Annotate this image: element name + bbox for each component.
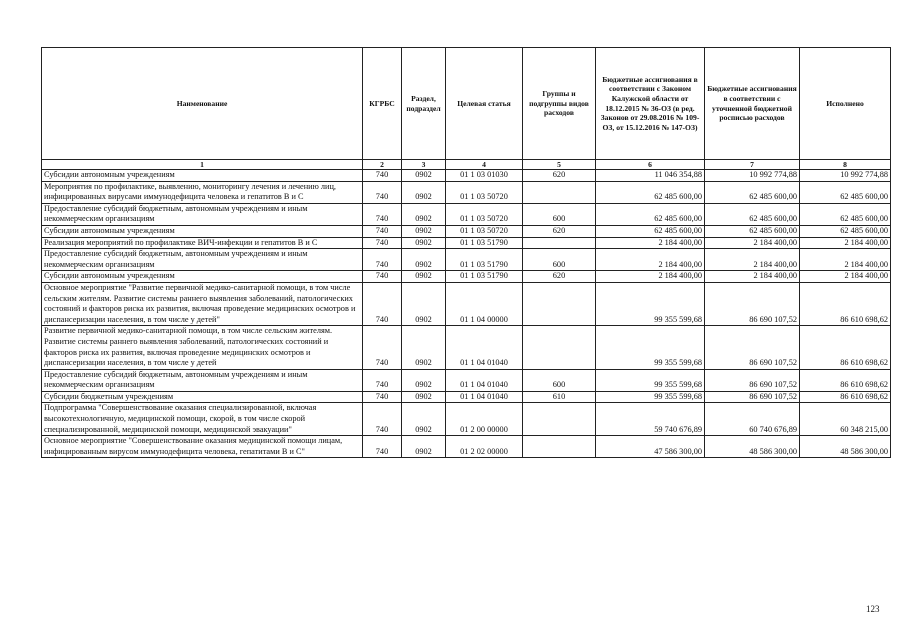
cell-section: 0902 (402, 326, 446, 369)
cell-refined-allocation: 2 184 400,00 (705, 271, 800, 283)
cell-expense-group: 620 (523, 170, 596, 182)
cell-law-allocation: 2 184 400,00 (596, 271, 705, 283)
column-number: 2 (363, 160, 402, 170)
page-number: 123 (866, 604, 880, 614)
header-section: Раздел, подраздел (402, 48, 446, 160)
cell-refined-allocation: 10 992 774,88 (705, 170, 800, 182)
cell-executed: 62 485 600,00 (800, 225, 891, 237)
cell-kgrbs: 740 (363, 403, 402, 436)
cell-law-allocation: 99 355 599,68 (596, 369, 705, 391)
cell-section: 0902 (402, 203, 446, 225)
cell-section: 0902 (402, 225, 446, 237)
cell-executed: 86 610 698,62 (800, 391, 891, 403)
cell-executed: 62 485 600,00 (800, 181, 891, 203)
cell-name: Реализация мероприятий по профилактике ВИЧ-инфекции и гепатитов В и С (42, 237, 363, 249)
cell-refined-allocation: 62 485 600,00 (705, 225, 800, 237)
cell-kgrbs: 740 (363, 369, 402, 391)
cell-expense-group (523, 436, 596, 458)
cell-executed: 2 184 400,00 (800, 249, 891, 271)
cell-law-allocation: 2 184 400,00 (596, 237, 705, 249)
cell-law-allocation: 99 355 599,68 (596, 326, 705, 369)
cell-refined-allocation: 86 690 107,52 (705, 369, 800, 391)
cell-name: Субсидии автономным учреждениям (42, 271, 363, 283)
cell-law-allocation: 62 485 600,00 (596, 181, 705, 203)
cell-name: Предоставление субсидий бюджетным, автономным учреждениям и иным некоммерческим организациям (42, 369, 363, 391)
cell-law-allocation: 59 740 676,89 (596, 403, 705, 436)
column-number: 6 (596, 160, 705, 170)
cell-target-item: 01 1 03 50720 (446, 203, 523, 225)
cell-law-allocation: 47 586 300,00 (596, 436, 705, 458)
cell-name: Основное мероприятие "Развитие первичной медико-санитарной помощи, в том числе сельским жителям. Развитие системы раннего выявления заболеваний, патологических состояний и факторов риска их развития, включая проведение медицинских осмотров и диспансеризации населения, в том числе у детей" (42, 282, 363, 325)
cell-law-allocation: 2 184 400,00 (596, 249, 705, 271)
cell-expense-group (523, 282, 596, 325)
cell-expense-group: 600 (523, 249, 596, 271)
header-expense-groups: Группы и подгруппы видов расходов (523, 48, 596, 160)
cell-name: Предоставление субсидий бюджетным, автономным учреждениям и иным некоммерческим организациям (42, 203, 363, 225)
header-executed: Исполнено (800, 48, 891, 160)
cell-expense-group (523, 326, 596, 369)
cell-kgrbs: 740 (363, 237, 402, 249)
cell-executed: 48 586 300,00 (800, 436, 891, 458)
cell-executed: 2 184 400,00 (800, 271, 891, 283)
table-body (42, 170, 891, 458)
cell-kgrbs: 740 (363, 391, 402, 403)
table-row (42, 391, 891, 403)
table-row (42, 403, 891, 436)
cell-target-item: 01 1 04 01040 (446, 326, 523, 369)
cell-kgrbs: 740 (363, 225, 402, 237)
cell-refined-allocation: 86 690 107,52 (705, 391, 800, 403)
cell-expense-group (523, 181, 596, 203)
cell-section: 0902 (402, 403, 446, 436)
table-row (42, 249, 891, 271)
cell-expense-group: 600 (523, 203, 596, 225)
cell-target-item: 01 2 02 00000 (446, 436, 523, 458)
cell-executed: 10 992 774,88 (800, 170, 891, 182)
cell-refined-allocation: 62 485 600,00 (705, 181, 800, 203)
cell-expense-group (523, 237, 596, 249)
cell-expense-group (523, 403, 596, 436)
cell-section: 0902 (402, 237, 446, 249)
cell-kgrbs: 740 (363, 436, 402, 458)
cell-target-item: 01 1 04 01040 (446, 369, 523, 391)
table-header-row (42, 48, 891, 160)
cell-refined-allocation: 60 740 676,89 (705, 403, 800, 436)
cell-section: 0902 (402, 271, 446, 283)
cell-target-item: 01 1 03 51790 (446, 237, 523, 249)
cell-executed: 86 610 698,62 (800, 369, 891, 391)
header-name: Наименование (42, 48, 363, 160)
cell-refined-allocation: 2 184 400,00 (705, 237, 800, 249)
header-target-item: Целевая статья (446, 48, 523, 160)
column-number: 1 (42, 160, 363, 170)
cell-section: 0902 (402, 436, 446, 458)
cell-name: Мероприятия по профилактике, выявлению, мониторингу лечения и лечению лиц, инфицированных вирусами иммунодефицита человека и гепатитов В и С (42, 181, 363, 203)
column-number: 5 (523, 160, 596, 170)
cell-refined-allocation: 86 690 107,52 (705, 282, 800, 325)
table-row (42, 436, 891, 458)
header-kgrbs: КГРБС (363, 48, 402, 160)
table-row (42, 225, 891, 237)
cell-expense-group: 620 (523, 225, 596, 237)
cell-executed: 60 348 215,00 (800, 403, 891, 436)
cell-section: 0902 (402, 249, 446, 271)
budget-table (41, 47, 891, 458)
cell-name: Предоставление субсидий бюджетным, автономным учреждениям и иным некоммерческим организациям (42, 249, 363, 271)
table-row (42, 237, 891, 249)
cell-kgrbs: 740 (363, 181, 402, 203)
column-number-row (42, 160, 891, 170)
cell-refined-allocation: 48 586 300,00 (705, 436, 800, 458)
cell-law-allocation: 62 485 600,00 (596, 225, 705, 237)
column-number: 7 (705, 160, 800, 170)
column-number: 8 (800, 160, 891, 170)
table-row (42, 170, 891, 182)
cell-name: Подпрограмма "Совершенствование оказания специализированной, включая высокотехнологичную, медицинской помощи, скорой, в том числе скорой специализированной, медицинской помощи, медицинской эвакуации" (42, 403, 363, 436)
cell-law-allocation: 11 046 354,88 (596, 170, 705, 182)
column-number: 3 (402, 160, 446, 170)
cell-executed: 62 485 600,00 (800, 203, 891, 225)
cell-kgrbs: 740 (363, 282, 402, 325)
cell-refined-allocation: 86 690 107,52 (705, 326, 800, 369)
column-number: 4 (446, 160, 523, 170)
cell-target-item: 01 1 03 51790 (446, 271, 523, 283)
cell-name: Субсидии автономным учреждениям (42, 225, 363, 237)
cell-kgrbs: 740 (363, 203, 402, 225)
cell-executed: 2 184 400,00 (800, 237, 891, 249)
header-law-allocations: Бюджетные ассигнования в соответствии с Законом Калужской области от 18.12.2015 № 36-ОЗ (в ред. Законов от 29.08.2016 № 109-ОЗ, от 15.12.2016 № 147-ОЗ) (596, 48, 705, 160)
table-row (42, 326, 891, 369)
cell-name: Основное мероприятие "Совершенствование оказания медицинской помощи лицам, инфицированным вирусом иммунодефицита человека, гепатитами В и С" (42, 436, 363, 458)
cell-target-item: 01 2 00 00000 (446, 403, 523, 436)
cell-target-item: 01 1 03 01030 (446, 170, 523, 182)
cell-section: 0902 (402, 391, 446, 403)
cell-expense-group: 610 (523, 391, 596, 403)
header-refined-allocations: Бюджетные ассигнования в соответствии с уточненной бюджетной росписью расходов (705, 48, 800, 160)
cell-target-item: 01 1 03 50720 (446, 181, 523, 203)
cell-section: 0902 (402, 369, 446, 391)
cell-section: 0902 (402, 282, 446, 325)
cell-kgrbs: 740 (363, 326, 402, 369)
cell-expense-group: 620 (523, 271, 596, 283)
cell-target-item: 01 1 03 50720 (446, 225, 523, 237)
cell-expense-group: 600 (523, 369, 596, 391)
cell-executed: 86 610 698,62 (800, 282, 891, 325)
cell-executed: 86 610 698,62 (800, 326, 891, 369)
cell-name: Развитие первичной медико-санитарной помощи, в том числе сельским жителям. Развитие системы раннего выявления заболеваний, патологических состояний и факторов риска их развития, включая проведение медицинских осмотров и диспансеризации населения, в том числе у детей (42, 326, 363, 369)
table-row (42, 282, 891, 325)
table-row (42, 203, 891, 225)
table-row (42, 369, 891, 391)
cell-section: 0902 (402, 170, 446, 182)
cell-law-allocation: 99 355 599,68 (596, 282, 705, 325)
cell-name: Субсидии автономным учреждениям (42, 170, 363, 182)
cell-target-item: 01 1 04 00000 (446, 282, 523, 325)
cell-kgrbs: 740 (363, 271, 402, 283)
cell-kgrbs: 740 (363, 249, 402, 271)
cell-refined-allocation: 2 184 400,00 (705, 249, 800, 271)
table-row (42, 181, 891, 203)
cell-law-allocation: 62 485 600,00 (596, 203, 705, 225)
cell-name: Субсидии бюджетным учреждениям (42, 391, 363, 403)
cell-kgrbs: 740 (363, 170, 402, 182)
cell-section: 0902 (402, 181, 446, 203)
cell-refined-allocation: 62 485 600,00 (705, 203, 800, 225)
cell-target-item: 01 1 03 51790 (446, 249, 523, 271)
cell-target-item: 01 1 04 01040 (446, 391, 523, 403)
table-row (42, 271, 891, 283)
cell-law-allocation: 99 355 599,68 (596, 391, 705, 403)
